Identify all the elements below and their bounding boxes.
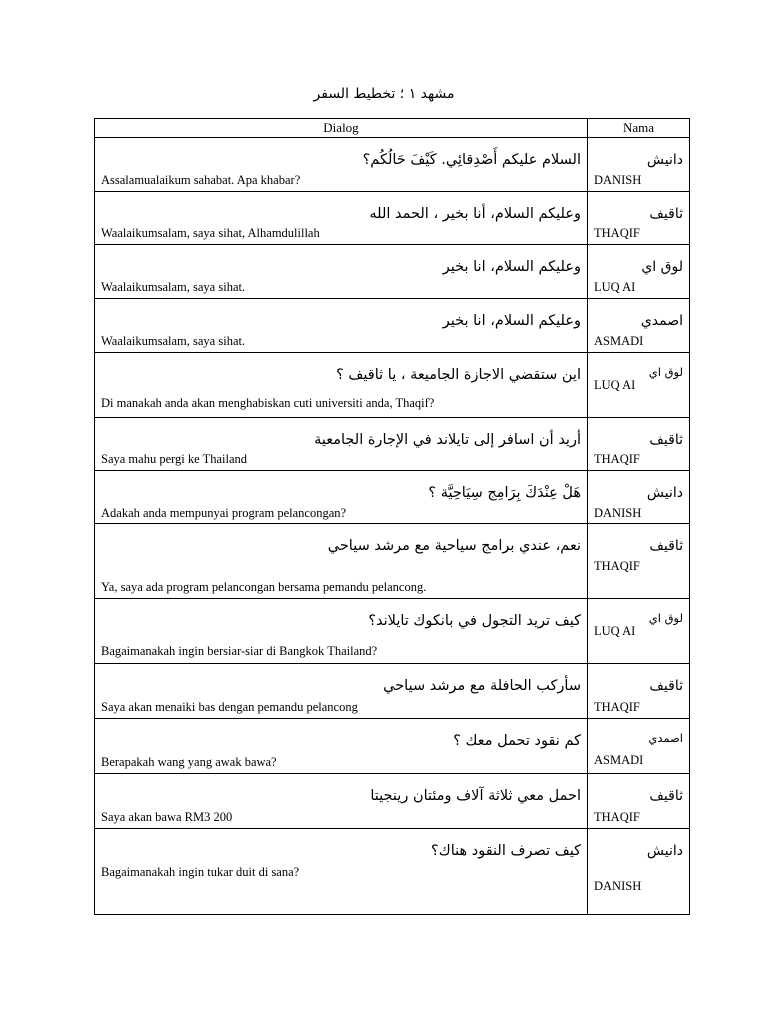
table-row	[95, 353, 690, 418]
speaker-name: THAQIF	[594, 226, 640, 240]
speaker-name: THAQIF	[594, 452, 640, 466]
dialog-arabic: سأركب الحافلة مع مرشد سياحي	[383, 678, 581, 694]
table-header-row	[95, 119, 690, 138]
dialog-arabic: وعليكم السلام، انا بخير	[442, 313, 581, 329]
speaker-name-arabic: ثاقيف	[649, 432, 683, 448]
dialog-malay: Adakah anda mempunyai program pelancongan?	[101, 506, 347, 520]
table-row	[95, 829, 690, 915]
speaker-name: DANISH	[594, 879, 642, 893]
table-row	[95, 299, 690, 353]
header-dialog: Dialog	[95, 119, 588, 138]
dialog-malay: Waalaikumsalam, saya sihat.	[101, 280, 246, 294]
speaker-name: ASMADI	[594, 334, 644, 348]
speaker-name-arabic: ثاقيف	[649, 788, 683, 804]
table-row	[95, 664, 690, 719]
speaker-name: LUQ AI	[594, 378, 636, 392]
speaker-name: THAQIF	[594, 700, 640, 714]
speaker-name: ASMADI	[594, 753, 644, 767]
dialog-malay: Waalaikumsalam, saya sihat.	[101, 334, 246, 348]
dialog-arabic: وعليكم السلام، انا بخير	[442, 259, 581, 275]
dialog-arabic: كيف تريد التجول في بانكوك تايلاند؟	[368, 613, 581, 629]
dialog-malay: Berapakah wang yang awak bawa?	[101, 755, 277, 769]
table-row	[95, 524, 690, 599]
dialog-malay: Ya, saya ada program pelancongan bersama pemandu pelancong.	[101, 580, 427, 594]
dialog-malay: Saya mahu pergi ke Thailand	[101, 452, 248, 466]
dialog-malay: Waalaikumsalam, saya sihat, Alhamdulillah	[101, 226, 320, 240]
table-row	[95, 192, 690, 245]
speaker-name: LUQ AI	[594, 624, 636, 638]
speaker-name-arabic: ثاقيف	[649, 538, 683, 554]
dialog-table	[94, 118, 690, 915]
dialog-malay: Di manakah anda akan menghabiskan cuti universiti anda, Thaqif?	[101, 396, 435, 410]
speaker-name: DANISH	[594, 173, 642, 187]
dialog-malay: Assalamualaikum sahabat. Apa khabar?	[101, 173, 301, 187]
speaker-name-arabic: دانيش	[646, 485, 683, 501]
speaker-name: THAQIF	[594, 810, 640, 824]
speaker-name-arabic: لوق اي	[641, 259, 683, 275]
table-row	[95, 599, 690, 664]
dialog-arabic: أريد أن اسافر إلى تايلاند في الإجارة الجامعية	[314, 432, 581, 448]
header-name: Nama	[588, 119, 690, 138]
table-row	[95, 418, 690, 471]
speaker-name: DANISH	[594, 506, 642, 520]
speaker-name-arabic: اصمدي	[648, 731, 683, 745]
table-row	[95, 245, 690, 299]
dialog-arabic: احمل معي ثلاثة آلاف ومئتان رينجيتا	[370, 788, 581, 804]
speaker-name-arabic: دانيش	[646, 152, 683, 168]
page-title: مشهد ١ ؛ تخطيط السفر	[313, 86, 455, 102]
dialog-arabic: نعم، عندي برامج سياحية مع مرشد سياحي	[327, 538, 581, 554]
speaker-name-arabic: دانيش	[646, 843, 683, 859]
speaker-name-arabic: لوق اي	[648, 365, 683, 379]
table-row	[95, 471, 690, 524]
dialog-arabic: كم نقود تحمل معك ؟	[453, 733, 581, 749]
table-row	[95, 719, 690, 774]
speaker-name: THAQIF	[594, 559, 640, 573]
speaker-name-arabic: اصمدي	[640, 313, 683, 329]
speaker-name-arabic: ثاقيف	[649, 206, 683, 222]
dialog-arabic: اين ستقضي الاجازة الجاميعة ، يا ثاقيف ؟	[336, 367, 581, 383]
dialog-arabic: هَلْ عِنْدَكَ بِرَامِج سِيَاحِيَّة ؟	[428, 485, 581, 501]
table-row	[95, 774, 690, 829]
dialog-malay: Bagaimanakah ingin tukar duit di sana?	[101, 865, 300, 879]
dialog-arabic: كيف تصرف النقود هناك؟	[431, 843, 581, 859]
table-row	[95, 138, 690, 192]
dialog-malay: Saya akan menaiki bas dengan pemandu pelancong	[101, 700, 358, 714]
dialog-malay: Bagaimanakah ingin bersiar-siar di Bangkok Thailand?	[101, 644, 378, 658]
speaker-name-arabic: لوق اي	[648, 611, 683, 625]
dialog-arabic: السلام عليكم أَصْدِقائِي. كَيْفَ حَالُكُم؟	[362, 152, 581, 168]
speaker-name: LUQ AI	[594, 280, 636, 294]
dialog-malay: Saya akan bawa RM3 200	[101, 810, 233, 824]
dialog-arabic: وعليكم السلام، أنا بخير ، الحمد الله	[369, 206, 581, 222]
speaker-name-arabic: ثاقيف	[649, 678, 683, 694]
